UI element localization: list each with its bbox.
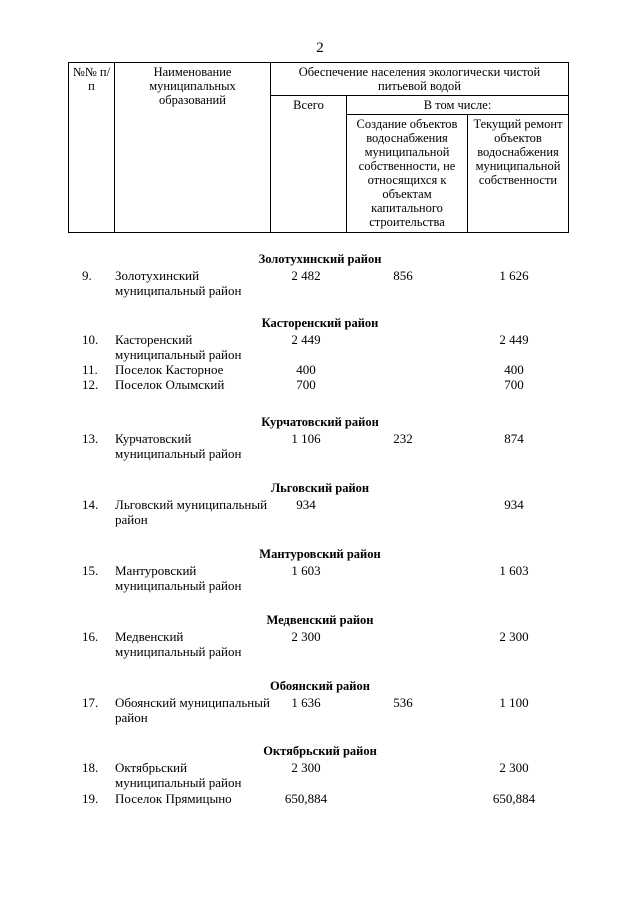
row-repair: 1 626 [499,268,529,283]
row-number: 12. [82,377,99,392]
row-construction: 232 [393,431,413,446]
header-total: Всего [271,96,347,233]
table-row [0,431,640,463]
row-number: 16. [82,629,99,644]
row-repair: 934 [504,497,524,512]
row-name: Медвенский муниципальный район [115,629,242,659]
row-number: 15. [82,563,99,578]
row-name: Поселок Прямицыно [115,791,232,806]
row-number: 11. [82,362,98,377]
row-total: 2 449 [291,332,321,347]
row-total: 2 300 [291,629,321,644]
row-total: 2 482 [291,268,321,283]
district-title: Касторенский район [261,316,379,330]
header-number: №№ п/п [69,63,115,233]
district-title: Льговский район [270,481,370,495]
table-row [0,563,640,595]
row-name: Льговский муниципальный район [115,497,268,527]
row-name: Поселок Олымский [115,377,225,392]
header-construction: Создание объектов водоснабжения муниципальной собственности, не относящихся к объектам капитального строительства [347,115,468,233]
row-construction: 856 [393,268,413,283]
row-number: 13. [82,431,99,446]
row-repair: 2 300 [499,629,529,644]
row-repair: 1 603 [499,563,529,578]
row-name: Курчатовский муниципальный район [115,431,242,461]
row-total: 1 603 [291,563,321,578]
district-title: Золотухинский район [258,252,382,266]
row-repair: 1 100 [499,695,529,710]
row-number: 18. [82,760,99,775]
row-name: Октябрьский муниципальный район [115,760,242,790]
row-number: 9. [82,268,92,283]
row-name: Касторенский муниципальный район [115,332,242,362]
row-total: 2 300 [291,760,321,775]
district-title: Октябрьский район [263,744,377,758]
table-row [0,629,640,661]
row-total: 1 106 [291,431,321,446]
row-repair: 2 300 [499,760,529,775]
row-name: Золотухинский муниципальный район [115,268,242,298]
table-row [0,497,640,529]
header-name: Наименование муниципальных образований [115,63,271,233]
row-total: 650,884 [284,791,328,806]
row-name: Мантуровский муниципальный район [115,563,242,593]
row-name: Обоянский муниципальный район [115,695,270,725]
district-title: Курчатовский район [261,415,379,429]
district-title: Мантуровский район [259,547,381,561]
row-construction: 536 [393,695,413,710]
row-repair: 2 449 [499,332,529,347]
row-repair: 700 [504,377,524,392]
row-total: 400 [296,362,316,377]
table-row [0,695,640,727]
district-title: Обоянский район [270,679,370,693]
district-title: Медвенский район [266,613,374,627]
row-repair: 400 [504,362,524,377]
table-row [0,377,640,409]
row-number: 19. [82,791,99,806]
table-row [0,332,640,364]
row-repair: 650,884 [492,791,536,806]
row-total: 1 636 [291,695,321,710]
header-repair: Текущий ремонт объектов водоснабжения муниципальной собственности [468,115,569,233]
table-row [0,791,640,823]
header-group: Обеспечение населения экологически чистой питьевой водой [271,63,569,96]
row-total: 934 [296,497,316,512]
table-row [0,268,640,300]
row-number: 17. [82,695,99,710]
header-including: В том числе: [347,96,569,115]
table-row [0,760,640,792]
row-total: 700 [296,377,316,392]
row-number: 10. [82,332,99,347]
row-number: 14. [82,497,99,512]
page-number: 2 [316,40,324,56]
row-name: Поселок Касторное [115,362,224,377]
row-repair: 874 [504,431,524,446]
